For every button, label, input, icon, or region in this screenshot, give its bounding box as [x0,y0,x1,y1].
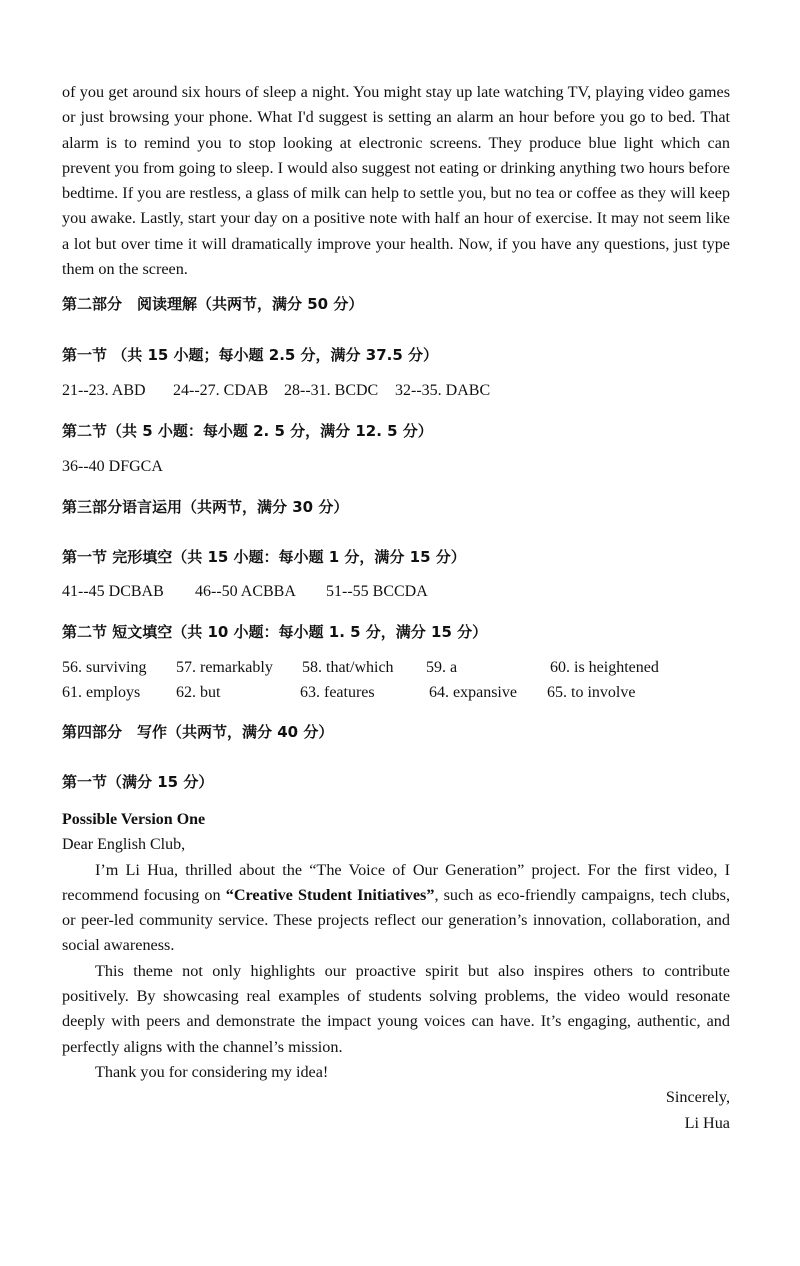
letter-paragraph-3: Thank you for considering my idea! [95,1062,329,1081]
part4-section1-heading: 第一节（满分 15 分） [62,773,214,791]
version-title: Possible Version One [62,811,206,828]
answer-group: 32--35. DABC [395,382,491,399]
answer-group: 24--27. CDAB [173,382,269,399]
intro-paragraph: of you get around six hours of sleep a night. You might stay up late watching TV, playing video games or just browsing your phone. What I'd suggest is setting an alarm an hour before you go to bed. That alarm is to remind you to stop looking at electronic screens. They produce blue light which can prevent you from going to sleep. I would also suggest not eating or drinking anything two hours before bedtime. If you are restless, a glass of milk can help to settle you, but no tea or coffee as they will keep you awake. Lastly, start your day on a positive note with half an hour of exercise. It may not seem like a lot but over time it will dramatically improve your health. Now, if you have any questions, just type them on the screen. [62,83,730,279]
part3-section2-answers-row1 [62,659,730,683]
part3-section1-heading: 第一节 完形填空（共 15 小题：每小题 1 分，满分 15 分） [62,548,466,566]
letter-signature: Li Hua [684,1113,730,1132]
answer-group: 41--45 DCBAB [62,583,164,600]
answer-item: 65. to involve [547,684,636,701]
part2-section1-answers [62,382,730,406]
letter-text: I’m Li Hua, thrilled about the “The Voice of Our Generation” project. For the first video, I recommend focusing on [62,860,730,904]
part3-section2-heading: 第二节 短文填空（共 10 小题：每小题 1. 5 分，满分 15 分） [62,623,488,641]
part2-section2-heading: 第二节（共 5 小题：每小题 2. 5 分，满分 12. 5 分） [62,422,433,440]
part4-heading: 第四部分 写作（共两节，满分 40 分） [62,723,334,741]
letter-paragraph-2: This theme not only highlights our proactive spirit but also inspires others to contribute positively. By showcasing real examples of students solving problems, the video would resonate deeply with peers and demonstrate the impact young voices can have. It’s engaging, authentic, and perfectly aligns with the channel’s mission. [62,961,730,1056]
letter-paragraph-1 [62,858,730,959]
part3-section2-answers-row2 [62,684,730,708]
answer-item: 61. employs [62,684,141,701]
answer-item: 59. a [426,659,458,676]
letter-salutation: Dear English Club, [62,836,186,854]
answer-item: 57. remarkably [176,659,273,676]
part2-section2-answers: 36--40 DFGCA [62,458,163,475]
answer-group: 28--31. BCDC [284,382,379,399]
answer-item: 63. features [300,684,375,701]
answer-item: 60. is heightened [550,659,659,676]
part3-section1-answers [62,583,730,607]
sample-letter [62,807,730,1136]
answer-item: 56. surviving [62,659,147,676]
answer-group: 21--23. ABD [62,382,146,399]
answer-item: 64. expansive [429,684,517,701]
part3-heading: 第三部分语言运用（共两节，满分 30 分） [62,498,349,516]
answer-item: 62. but [176,684,221,701]
part2-section1-heading: 第一节 （共 15 小题；每小题 2.5 分，满分 37.5 分） [62,346,439,364]
answer-group: 46--50 ACBBA [195,583,296,600]
answer-item: 58. that/which [302,659,394,676]
letter-theme-bold: “Creative Student Initiatives” [225,885,435,904]
letter-text: , such as eco-friendly campaigns, tech clubs, or peer-led community service. These projects reflect our generation’s innovation, collaboration, and social awareness. [62,885,730,955]
part2-heading: 第二部分 阅读理解（共两节，满分 50 分） [62,295,364,313]
letter-closing: Sincerely, [665,1088,730,1107]
answer-group: 51--55 BCCDA [326,583,428,600]
